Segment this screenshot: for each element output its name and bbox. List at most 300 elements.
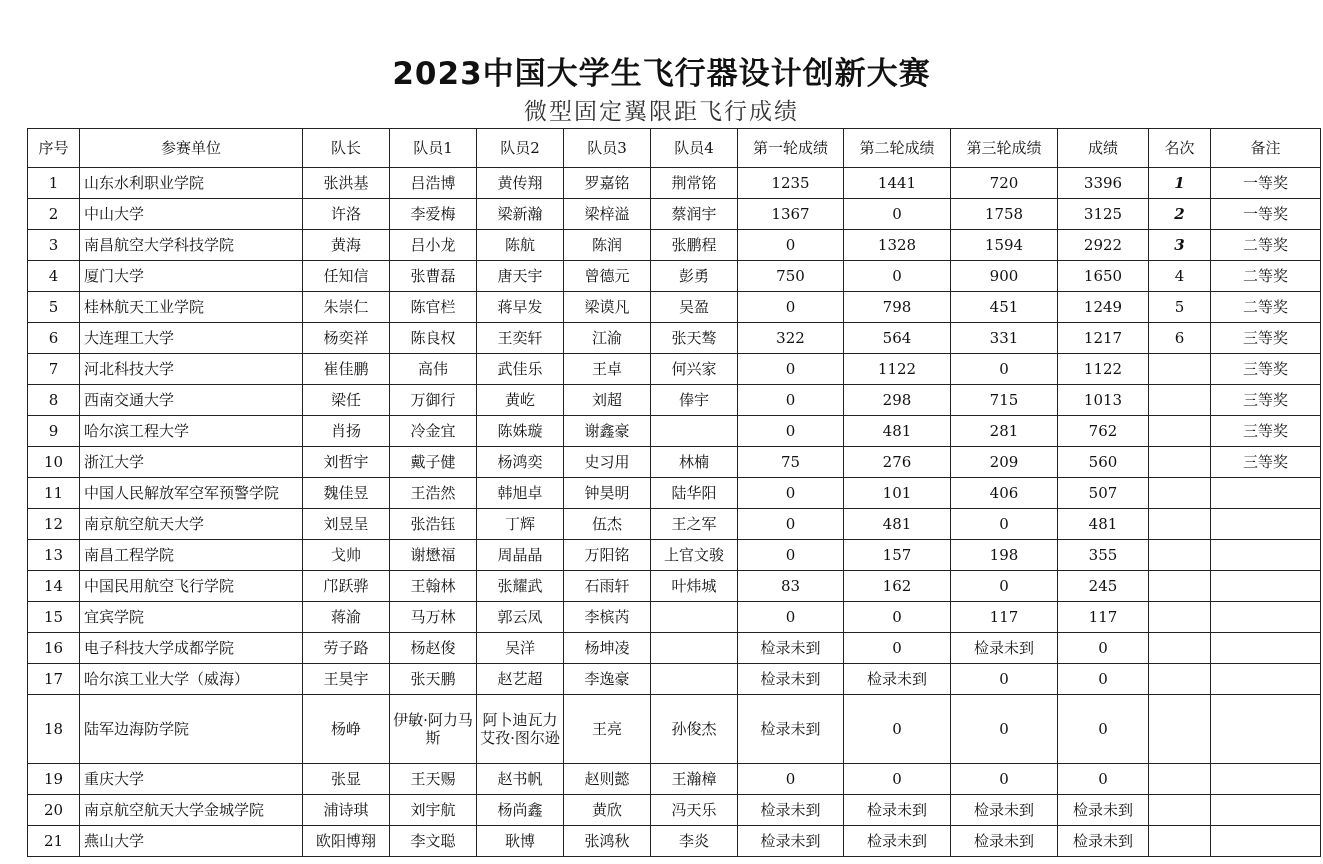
cell-unit: 浙江大学	[80, 447, 303, 478]
cell-captain: 黄海	[303, 230, 390, 261]
table-row	[28, 478, 1321, 509]
cell-unit: 陆军边海防学院	[80, 695, 303, 764]
cell-round3: 0	[951, 764, 1058, 795]
cell-member4: 张鹏程	[651, 230, 738, 261]
cell-member1: 张曹磊	[390, 261, 477, 292]
cell-seq: 15	[28, 602, 80, 633]
cell-captain: 邝跃骅	[303, 571, 390, 602]
cell-member3: 万阳铭	[564, 540, 651, 571]
cell-member4: 李炎	[651, 826, 738, 857]
cell-total: 0	[1058, 633, 1149, 664]
cell-total: 检录未到	[1058, 795, 1149, 826]
cell-round1: 检录未到	[738, 695, 844, 764]
cell-round1: 检录未到	[738, 633, 844, 664]
cell-captain: 朱崇仁	[303, 292, 390, 323]
cell-member4: 荆常铭	[651, 168, 738, 199]
cell-rank	[1149, 540, 1211, 571]
cell-note: 三等奖	[1211, 354, 1321, 385]
header-round2: 第二轮成绩	[844, 129, 951, 168]
cell-note	[1211, 571, 1321, 602]
cell-seq: 18	[28, 695, 80, 764]
cell-member3: 赵则懿	[564, 764, 651, 795]
cell-member3: 杨坤凌	[564, 633, 651, 664]
cell-member2: 吴洋	[477, 633, 564, 664]
cell-round3: 209	[951, 447, 1058, 478]
cell-member1: 马万林	[390, 602, 477, 633]
table-row	[28, 447, 1321, 478]
table-row	[28, 664, 1321, 695]
cell-round2: 检录未到	[844, 826, 951, 857]
cell-member1: 冷金宜	[390, 416, 477, 447]
cell-unit: 重庆大学	[80, 764, 303, 795]
cell-round2: 1328	[844, 230, 951, 261]
cell-member3: 黄欣	[564, 795, 651, 826]
cell-round2: 162	[844, 571, 951, 602]
cell-round1: 0	[738, 385, 844, 416]
cell-unit: 西南交通大学	[80, 385, 303, 416]
cell-member1: 王翰林	[390, 571, 477, 602]
cell-seq: 19	[28, 764, 80, 795]
cell-unit: 燕山大学	[80, 826, 303, 857]
cell-total: 1650	[1058, 261, 1149, 292]
cell-note: 二等奖	[1211, 230, 1321, 261]
cell-member4	[651, 416, 738, 447]
cell-seq: 20	[28, 795, 80, 826]
cell-member1: 王浩然	[390, 478, 477, 509]
cell-note	[1211, 795, 1321, 826]
cell-round1: 检录未到	[738, 664, 844, 695]
cell-member1: 张浩钰	[390, 509, 477, 540]
cell-round2: 481	[844, 416, 951, 447]
cell-member1: 陈官栏	[390, 292, 477, 323]
cell-total: 2922	[1058, 230, 1149, 261]
cell-round1: 0	[738, 354, 844, 385]
cell-rank	[1149, 354, 1211, 385]
cell-member2: 阿卜迪瓦力艾孜·图尔逊	[477, 695, 564, 764]
cell-note: 三等奖	[1211, 447, 1321, 478]
cell-member2: 唐天宇	[477, 261, 564, 292]
cell-round3: 198	[951, 540, 1058, 571]
cell-unit: 南京航空航天大学	[80, 509, 303, 540]
cell-note: 二等奖	[1211, 261, 1321, 292]
header-total: 成绩	[1058, 129, 1149, 168]
cell-rank	[1149, 416, 1211, 447]
cell-captain: 蒋渝	[303, 602, 390, 633]
cell-rank	[1149, 385, 1211, 416]
cell-member1: 刘宇航	[390, 795, 477, 826]
cell-member4: 王之军	[651, 509, 738, 540]
cell-note: 一等奖	[1211, 168, 1321, 199]
cell-round2: 157	[844, 540, 951, 571]
cell-round1: 0	[738, 292, 844, 323]
cell-member4: 冯天乐	[651, 795, 738, 826]
cell-round3: 0	[951, 695, 1058, 764]
cell-captain: 王昊宇	[303, 664, 390, 695]
table-row	[28, 323, 1321, 354]
header-member4: 队员4	[651, 129, 738, 168]
header-unit: 参赛单位	[80, 129, 303, 168]
cell-member2: 杨尚鑫	[477, 795, 564, 826]
cell-rank	[1149, 664, 1211, 695]
cell-round1: 检录未到	[738, 795, 844, 826]
cell-seq: 1	[28, 168, 80, 199]
header-note: 备注	[1211, 129, 1321, 168]
cell-captain: 许洛	[303, 199, 390, 230]
cell-round1: 0	[738, 230, 844, 261]
cell-round2: 检录未到	[844, 795, 951, 826]
cell-member2: 黄传翔	[477, 168, 564, 199]
cell-round3: 117	[951, 602, 1058, 633]
table-row	[28, 354, 1321, 385]
cell-round2: 0	[844, 199, 951, 230]
cell-total: 0	[1058, 695, 1149, 764]
cell-member2: 张耀武	[477, 571, 564, 602]
cell-member1: 伊敏·阿力马斯	[390, 695, 477, 764]
cell-total: 3396	[1058, 168, 1149, 199]
cell-total: 1217	[1058, 323, 1149, 354]
table-row	[28, 633, 1321, 664]
cell-member2: 杨鸿奕	[477, 447, 564, 478]
table-row	[28, 764, 1321, 795]
cell-total: 检录未到	[1058, 826, 1149, 857]
cell-round2: 481	[844, 509, 951, 540]
cell-rank	[1149, 795, 1211, 826]
cell-captain: 刘哲宇	[303, 447, 390, 478]
cell-round3: 0	[951, 664, 1058, 695]
cell-total: 3125	[1058, 199, 1149, 230]
cell-unit: 电子科技大学成都学院	[80, 633, 303, 664]
cell-member3: 伍杰	[564, 509, 651, 540]
header-rank: 名次	[1149, 129, 1211, 168]
cell-member4: 林楠	[651, 447, 738, 478]
cell-unit: 山东水利职业学院	[80, 168, 303, 199]
table-row	[28, 168, 1321, 199]
cell-captain: 张洪基	[303, 168, 390, 199]
cell-round1: 83	[738, 571, 844, 602]
table-row	[28, 795, 1321, 826]
cell-round1: 1367	[738, 199, 844, 230]
cell-unit: 南昌工程学院	[80, 540, 303, 571]
cell-note	[1211, 633, 1321, 664]
table-row	[28, 230, 1321, 261]
cell-note	[1211, 695, 1321, 764]
cell-total: 245	[1058, 571, 1149, 602]
cell-member3: 梁谟凡	[564, 292, 651, 323]
cell-member2: 郭云凤	[477, 602, 564, 633]
cell-rank	[1149, 826, 1211, 857]
cell-rank	[1149, 633, 1211, 664]
header-member2: 队员2	[477, 129, 564, 168]
cell-seq: 10	[28, 447, 80, 478]
cell-member1: 吕浩博	[390, 168, 477, 199]
cell-member4: 蔡润宇	[651, 199, 738, 230]
cell-seq: 11	[28, 478, 80, 509]
cell-round2: 0	[844, 764, 951, 795]
cell-member2: 韩旭卓	[477, 478, 564, 509]
cell-captain: 崔佳鹏	[303, 354, 390, 385]
cell-round1: 0	[738, 478, 844, 509]
cell-round3: 1758	[951, 199, 1058, 230]
cell-seq: 14	[28, 571, 80, 602]
cell-member1: 谢懋福	[390, 540, 477, 571]
table-row	[28, 416, 1321, 447]
cell-captain: 杨奕祥	[303, 323, 390, 354]
cell-captain: 浦诗琪	[303, 795, 390, 826]
page-title: 2023中国大学生飞行器设计创新大赛	[392, 56, 931, 92]
cell-rank	[1149, 764, 1211, 795]
cell-round3: 检录未到	[951, 826, 1058, 857]
cell-round1: 1235	[738, 168, 844, 199]
cell-member4	[651, 664, 738, 695]
cell-seq: 13	[28, 540, 80, 571]
cell-member4: 王瀚樟	[651, 764, 738, 795]
cell-round3: 0	[951, 354, 1058, 385]
cell-captain: 劳子路	[303, 633, 390, 664]
cell-round3: 1594	[951, 230, 1058, 261]
cell-seq: 4	[28, 261, 80, 292]
cell-member3: 曾德元	[564, 261, 651, 292]
cell-seq: 17	[28, 664, 80, 695]
table-row	[28, 199, 1321, 230]
cell-member2: 耿博	[477, 826, 564, 857]
cell-note	[1211, 664, 1321, 695]
cell-captain: 戈帅	[303, 540, 390, 571]
cell-unit: 哈尔滨工程大学	[80, 416, 303, 447]
table-row	[28, 540, 1321, 571]
cell-captain: 肖扬	[303, 416, 390, 447]
cell-unit: 宜宾学院	[80, 602, 303, 633]
cell-member2: 蒋早发	[477, 292, 564, 323]
cell-round2: 0	[844, 261, 951, 292]
cell-round3: 406	[951, 478, 1058, 509]
cell-seq: 2	[28, 199, 80, 230]
cell-captain: 刘昱呈	[303, 509, 390, 540]
cell-note: 三等奖	[1211, 416, 1321, 447]
cell-rank	[1149, 602, 1211, 633]
cell-member1: 陈良权	[390, 323, 477, 354]
cell-note	[1211, 826, 1321, 857]
cell-rank	[1149, 447, 1211, 478]
cell-seq: 5	[28, 292, 80, 323]
cell-rank: 6	[1149, 323, 1211, 354]
cell-unit: 桂林航天工业学院	[80, 292, 303, 323]
cell-member3: 史习用	[564, 447, 651, 478]
cell-round1: 322	[738, 323, 844, 354]
cell-round1: 0	[738, 602, 844, 633]
cell-total: 0	[1058, 764, 1149, 795]
cell-member3: 谢鑫豪	[564, 416, 651, 447]
cell-unit: 哈尔滨工业大学（威海）	[80, 664, 303, 695]
header-captain: 队长	[303, 129, 390, 168]
cell-total: 117	[1058, 602, 1149, 633]
cell-member4: 俸宇	[651, 385, 738, 416]
cell-note: 三等奖	[1211, 323, 1321, 354]
cell-unit: 南京航空航天大学金城学院	[80, 795, 303, 826]
cell-note: 三等奖	[1211, 385, 1321, 416]
cell-unit: 大连理工大学	[80, 323, 303, 354]
cell-member3: 李槟芮	[564, 602, 651, 633]
cell-round1: 750	[738, 261, 844, 292]
cell-captain: 杨峥	[303, 695, 390, 764]
cell-round2: 101	[844, 478, 951, 509]
cell-round1: 0	[738, 764, 844, 795]
cell-round1: 0	[738, 540, 844, 571]
cell-member4	[651, 633, 738, 664]
cell-rank: 2	[1149, 199, 1211, 230]
cell-member3: 石雨轩	[564, 571, 651, 602]
table-row	[28, 261, 1321, 292]
cell-rank: 4	[1149, 261, 1211, 292]
cell-member3: 刘超	[564, 385, 651, 416]
cell-total: 1122	[1058, 354, 1149, 385]
cell-member2: 丁辉	[477, 509, 564, 540]
cell-round3: 331	[951, 323, 1058, 354]
cell-member3: 梁梓溢	[564, 199, 651, 230]
cell-round3: 检录未到	[951, 633, 1058, 664]
cell-rank: 5	[1149, 292, 1211, 323]
cell-round2: 检录未到	[844, 664, 951, 695]
cell-member4: 上官文骏	[651, 540, 738, 571]
header-member3: 队员3	[564, 129, 651, 168]
cell-member1: 李爱梅	[390, 199, 477, 230]
cell-member4	[651, 602, 738, 633]
table-header-row	[28, 129, 1321, 168]
cell-round1: 0	[738, 509, 844, 540]
cell-member4: 孙俊杰	[651, 695, 738, 764]
cell-captain: 任知信	[303, 261, 390, 292]
cell-member2: 梁新瀚	[477, 199, 564, 230]
cell-total: 1013	[1058, 385, 1149, 416]
cell-round2: 0	[844, 633, 951, 664]
cell-total: 481	[1058, 509, 1149, 540]
cell-round2: 0	[844, 602, 951, 633]
cell-round3: 0	[951, 509, 1058, 540]
cell-round2: 276	[844, 447, 951, 478]
cell-captain: 张显	[303, 764, 390, 795]
cell-total: 560	[1058, 447, 1149, 478]
cell-seq: 7	[28, 354, 80, 385]
table-row	[28, 385, 1321, 416]
cell-member2: 武佳乐	[477, 354, 564, 385]
cell-rank	[1149, 509, 1211, 540]
cell-round1: 检录未到	[738, 826, 844, 857]
cell-note	[1211, 478, 1321, 509]
cell-seq: 3	[28, 230, 80, 261]
cell-member3: 张鸿秋	[564, 826, 651, 857]
cell-member1: 杨赵俊	[390, 633, 477, 664]
cell-round3: 451	[951, 292, 1058, 323]
cell-member1: 万御行	[390, 385, 477, 416]
cell-member4: 何兴家	[651, 354, 738, 385]
cell-note	[1211, 764, 1321, 795]
cell-round3: 检录未到	[951, 795, 1058, 826]
results-table	[27, 128, 1321, 857]
cell-rank: 1	[1149, 168, 1211, 199]
cell-member4: 陆华阳	[651, 478, 738, 509]
table-row	[28, 602, 1321, 633]
cell-total: 355	[1058, 540, 1149, 571]
cell-member3: 江渝	[564, 323, 651, 354]
header-member1: 队员1	[390, 129, 477, 168]
cell-round2: 798	[844, 292, 951, 323]
table-row	[28, 571, 1321, 602]
cell-round3: 715	[951, 385, 1058, 416]
cell-seq: 21	[28, 826, 80, 857]
header-round1: 第一轮成绩	[738, 129, 844, 168]
cell-seq: 8	[28, 385, 80, 416]
cell-member2: 陈姝璇	[477, 416, 564, 447]
cell-round3: 720	[951, 168, 1058, 199]
cell-unit: 河北科技大学	[80, 354, 303, 385]
cell-total: 507	[1058, 478, 1149, 509]
cell-member1: 高伟	[390, 354, 477, 385]
table-row	[28, 509, 1321, 540]
cell-seq: 12	[28, 509, 80, 540]
cell-member1: 王天赐	[390, 764, 477, 795]
cell-captain: 梁任	[303, 385, 390, 416]
table-row	[28, 695, 1321, 764]
cell-rank: 3	[1149, 230, 1211, 261]
cell-round2: 1441	[844, 168, 951, 199]
table-row	[28, 292, 1321, 323]
cell-note	[1211, 509, 1321, 540]
cell-member1: 张天鹏	[390, 664, 477, 695]
cell-member3: 王亮	[564, 695, 651, 764]
cell-total: 0	[1058, 664, 1149, 695]
cell-member3: 王卓	[564, 354, 651, 385]
cell-member2: 王奕轩	[477, 323, 564, 354]
cell-member1: 戴子健	[390, 447, 477, 478]
cell-total: 762	[1058, 416, 1149, 447]
table-row	[28, 826, 1321, 857]
cell-member2: 赵艺超	[477, 664, 564, 695]
cell-member2: 黄屹	[477, 385, 564, 416]
cell-round3: 281	[951, 416, 1058, 447]
cell-round2: 298	[844, 385, 951, 416]
cell-member2: 赵书帆	[477, 764, 564, 795]
cell-member3: 罗嘉铭	[564, 168, 651, 199]
cell-round2: 0	[844, 695, 951, 764]
cell-round2: 564	[844, 323, 951, 354]
cell-member1: 吕小龙	[390, 230, 477, 261]
cell-unit: 南昌航空大学科技学院	[80, 230, 303, 261]
cell-rank	[1149, 478, 1211, 509]
cell-member2: 周晶晶	[477, 540, 564, 571]
cell-round3: 900	[951, 261, 1058, 292]
cell-unit: 中国人民解放军空军预警学院	[80, 478, 303, 509]
cell-seq: 9	[28, 416, 80, 447]
cell-unit: 中山大学	[80, 199, 303, 230]
cell-member4: 彭勇	[651, 261, 738, 292]
cell-member4: 张天骜	[651, 323, 738, 354]
header-seq: 序号	[28, 129, 80, 168]
cell-captain: 欧阳博翔	[303, 826, 390, 857]
cell-member4: 叶炜城	[651, 571, 738, 602]
cell-round2: 1122	[844, 354, 951, 385]
cell-round1: 0	[738, 416, 844, 447]
cell-member3: 陈润	[564, 230, 651, 261]
cell-seq: 16	[28, 633, 80, 664]
cell-member4: 吴盈	[651, 292, 738, 323]
header-round3: 第三轮成绩	[951, 129, 1058, 168]
cell-member1: 李文聪	[390, 826, 477, 857]
cell-member2: 陈航	[477, 230, 564, 261]
cell-round1: 75	[738, 447, 844, 478]
cell-total: 1249	[1058, 292, 1149, 323]
cell-rank	[1149, 695, 1211, 764]
cell-note	[1211, 540, 1321, 571]
cell-rank	[1149, 571, 1211, 602]
